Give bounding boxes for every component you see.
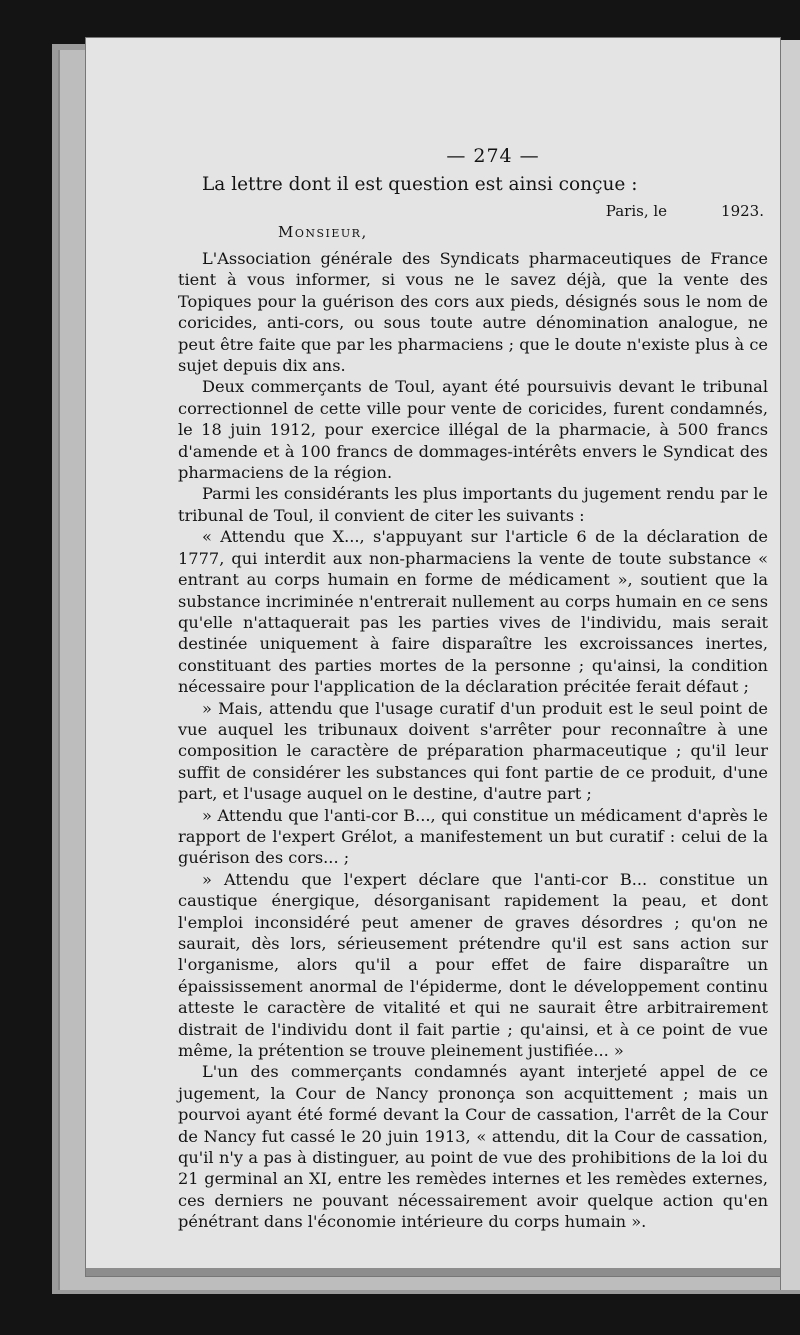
- page-number: — 274 —: [446, 145, 540, 167]
- lead-sentence: La lettre dont il est question est ainsi conçue :: [202, 174, 638, 195]
- salutation: Monsieur,: [278, 223, 368, 241]
- quoted-paragraph: « Attendu que X..., s'appuyant sur l'article 6 de la déclaration de 1777, qui interdit aux non-pharmaciens la vente de toute substance « entrant au corps humain en forme de médicament », soutient que la substance incriminée n'entrerait nullement au corps humain en ce sens qu'elle n'attaquerait pas les parties vives de l'individu, mais serait destinée uniquement à faire disparaître les excroissances inertes, constituant des parties mortes de la personne ; qu'ainsi, la condition nécessaire pour l'application de la déclaration précitée ferait défaut ;: [178, 527, 768, 697]
- paragraph: Parmi les considérants les plus importants du jugement rendu par le tribunal de Toul, il convient de citer les suivants :: [178, 484, 768, 525]
- quoted-paragraph: » Mais, attendu que l'usage curatif d'un produit est le seul point de vue auquel les tribunaux doivent s'arrêter pour reconnaître à une composition le caractère de préparation pharmaceutique ; qu'il leur suffit de considérer les substances qui font partie de ce produit, d'une part, et l'usage auquel on le destine, d'autre part ;: [178, 698, 768, 804]
- dateline-year: 1923.: [721, 202, 764, 220]
- paragraph: Deux commerçants de Toul, ayant été poursuivis devant le tribunal correctionnel de cette ville pour vente de coricides, furent condamnés, le 18 juin 1912, pour exercice illégal de la pharmacie, à 500 francs d'amende et à 100 francs de dommages-intérêts envers le Syndicat des pharmaciens de la région.: [178, 377, 768, 483]
- quoted-paragraph: » Attendu que l'expert déclare que l'anti-cor B... constitue un caustique énergique, désorganisant rapidement la peau, et dont l'emploi inconsidéré peut amener de graves désordres ; qu'on ne saurait, dès lors, sérieusement prétendre qu'il est sans action sur l'organisme, alors qu'il a pour effet de faire disparaître un épaississement anormal de l'épiderme, dont le développement continu atteste le caractère de vitalité et qui ne saurait être arbitrairement distrait de l'individu dont il fait partie ; qu'ainsi, et à ce point de vue même, la prétention se trouve pleinement justifiée... »: [178, 869, 768, 1061]
- quoted-paragraph: » Attendu que l'anti-cor B..., qui constitue un médicament d'après le rapport de l'expert Grélot, a manifestement un but curatif : celui de la guérison des cors... ;: [178, 805, 768, 868]
- next-page-edge: [780, 40, 800, 1290]
- dateline: [178, 200, 768, 222]
- paragraph: L'Association générale des Syndicats pharmaceutiques de France tient à vous informer, si vous ne le savez déjà, que la vente des Topiques pour la guérison des cors aux pieds, désignés sous le nom de coricides, anti-cors, ou sous toute autre dénomination analogue, ne peut être faite que par les pharmaciens ; que le doute n'existe plus à ce sujet depuis dix ans.: [178, 249, 768, 376]
- page-text: [178, 142, 768, 1233]
- paragraph: L'un des commerçants condamnés ayant interjeté appel de ce jugement, la Cour de Nancy prononça son acquittement ; mais un pourvoi ayant été formé devant la Cour de cassation, l'arrêt de la Cour de Nancy fut cassé le 20 juin 1913, « attendu, dit la Cour de cassation, qu'il n'y a pas à distinguer, au point de vue des prohibitions de la loi du 21 germinal an XI, entre les remèdes internes et les remèdes externes, ces derniers ne pouvant nécessairement avoir quelque action qu'en pénétrant dans l'économie intérieure du corps humain ».: [178, 1062, 768, 1232]
- dateline-place: Paris, le: [605, 202, 668, 220]
